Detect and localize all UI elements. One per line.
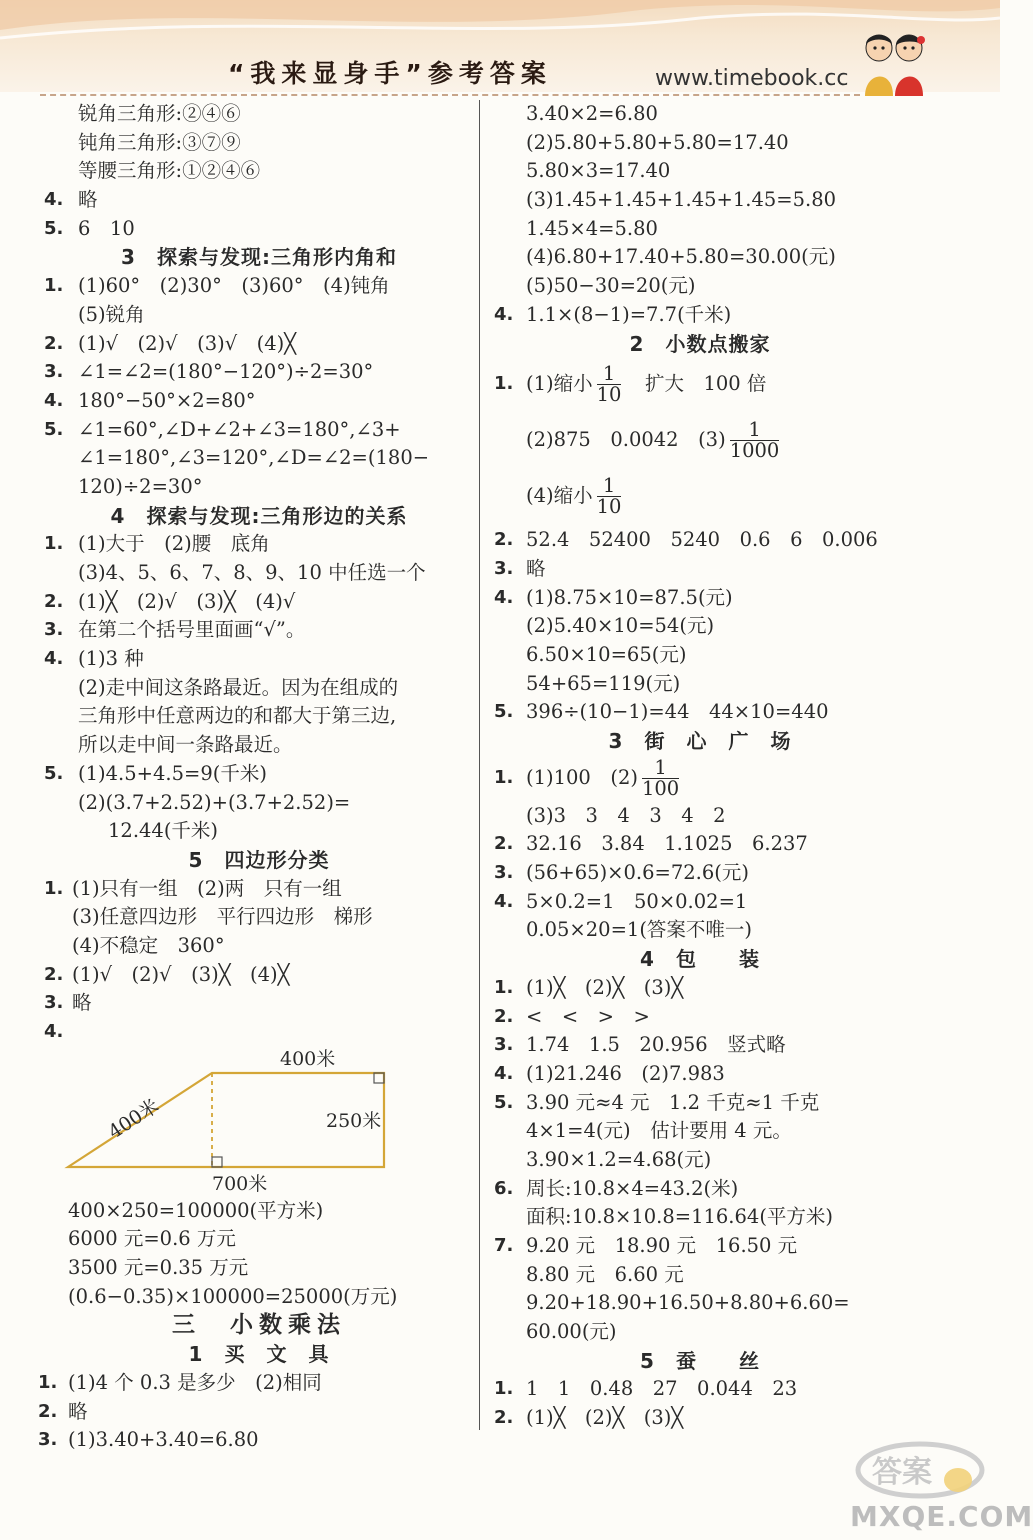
section-heading: 4 包 装 — [640, 947, 760, 972]
answer-line: 3.40×2=6.80 — [526, 102, 658, 125]
answer-line: 2. < < > > — [490, 1003, 910, 1032]
question-number: 3. — [44, 992, 64, 1014]
question-number: 3. — [44, 361, 64, 383]
fraction: $\frac{1}{10}$ — [596, 474, 622, 519]
answer-line: 面积:10.8×10.8=116.64(平方米) — [526, 1205, 834, 1229]
section-heading: 3 探索与发现:三角形内角和 — [121, 245, 397, 270]
answer-line: 3. (56+65)×0.6=72.6(元) — [490, 859, 910, 888]
answer-line: 2. 52.4 52400 5240 0.6 6 0.006 — [490, 526, 910, 555]
answer-line: (4)不稳定 360° — [72, 933, 225, 957]
answer-line: 1.45×4=5.80 — [526, 216, 658, 240]
answer-line: 6000 元=0.6 万元 — [68, 1227, 236, 1251]
answer-line: 所以走中间一条路最近。 — [78, 733, 293, 757]
question-number: 3. — [494, 1034, 514, 1056]
answer-line: 120)÷2=30° — [78, 474, 203, 498]
header-dashed-rule — [40, 94, 860, 96]
question-number: 5. — [44, 418, 64, 440]
question-number: 2. — [44, 590, 64, 612]
answer-line: 2. (1)╳ (2)√ (3)╳ (4)√ — [44, 588, 474, 617]
answer-line: 54+65=119(元) — [526, 671, 681, 695]
answer-line: 三角形中任意两边的和都大于第三边, — [78, 704, 397, 728]
answer-line: (3)4、5、6、7、8、9、10 中任选一个 — [78, 561, 426, 584]
answer-line: (0.6−0.35)×100000=25000(万元) — [68, 1284, 398, 1308]
answer-line: 2. (1)╳ (2)╳ (3)╳ — [490, 1404, 910, 1433]
answer-line: 3. ∠1=∠2=(180°−120°)÷2=30° — [44, 358, 474, 387]
answer-line: 1. (1)4 个 0.3 是多少 (2)相同 — [44, 1369, 474, 1398]
watermark-text: MXQE.COM — [850, 1500, 1033, 1533]
answer-line: (2)875 0.0042 (3) $\frac{1}{1000}$ — [526, 418, 780, 463]
section-heading: 1 买 文 具 — [188, 1342, 330, 1367]
question-number: 1. — [44, 275, 64, 297]
answer-line: 6.50×10=65(元) — [526, 642, 687, 666]
answer-line: 1. (1)缩小 $\frac{1}{10}$ 扩大 100 倍 — [494, 362, 767, 407]
question-number: 1. — [44, 533, 64, 555]
height-label: 250米 — [326, 1109, 382, 1132]
bottom-side-label: 700米 — [212, 1172, 268, 1195]
header-swoosh-decoration — [0, 0, 1000, 40]
answer-line: 1. (1)只有一组 (2)两 只有一组 — [44, 875, 474, 904]
question-number: 3. — [494, 557, 514, 579]
chapter-heading: 三 小数乘法 — [172, 1312, 346, 1339]
question-number: 7. — [494, 1235, 514, 1256]
answer-line: 1. (1)大于 (2)腰 底角 — [44, 530, 474, 559]
question-number: 4. — [494, 303, 514, 325]
question-number: 4. — [44, 1021, 64, 1042]
page-title: “我来显身手”参考答案 — [228, 59, 552, 88]
site-url: www.timebook.cc — [655, 66, 849, 91]
svg-text:答案: 答案 — [872, 1455, 932, 1490]
answer-line: 4. (1)8.75×10=87.5(元) — [490, 584, 910, 613]
question-number: 4. — [494, 1062, 514, 1084]
column-divider — [479, 100, 480, 1430]
answer-line: 400×250=100000(平方米) — [68, 1198, 324, 1222]
question-number: 5. — [494, 701, 514, 723]
answer-line: 3. 略 — [490, 555, 910, 584]
answer-line: 5. 6 10 — [44, 215, 474, 244]
answer-line: 12.44(千米) — [108, 819, 219, 843]
answer-line: (3)任意四边形 平行四边形 梯形 — [72, 905, 373, 929]
answer-line: 5. 3.90 元≈4 元 1.2 千克≈1 千克 — [490, 1089, 910, 1118]
fraction: $\frac{1}{100}$ — [641, 755, 680, 800]
question-number: 5. — [44, 762, 64, 784]
answer-line: 6. 周长:10.8×4=43.2(米) — [490, 1175, 910, 1204]
answer-line: (2)5.80+5.80+5.80=17.40 — [526, 130, 789, 154]
slant-side-label: 400米 — [104, 1094, 163, 1144]
question-number: 4. — [494, 890, 514, 912]
section-heading: 2 小数点搬家 — [629, 331, 771, 356]
question-number: 1. — [494, 1378, 514, 1400]
question-number: 2. — [44, 332, 64, 354]
answer-line: 2. (1)√ (2)√ (3)╳ (4)╳ — [44, 961, 474, 990]
top-side-label: 400米 — [280, 1047, 336, 1070]
answer-line: (2)走中间这条路最近。因为在组成的 — [78, 675, 399, 699]
answer-line: 3. 在第二个括号里面画“√”。 — [44, 616, 474, 645]
answer-line: 2. (1)√ (2)√ (3)√ (4)╳ — [44, 330, 474, 359]
question-number: 1. — [38, 1371, 58, 1393]
answer-line: 钝角三角形:③⑦⑨ — [78, 130, 241, 154]
question-number: 4. — [44, 648, 64, 670]
left-column — [38, 100, 474, 1455]
answer-line: 等腰三角形:①②④⑥ — [78, 159, 261, 183]
question-number: 2. — [494, 833, 514, 855]
answer-line: (2)(3.7+2.52)+(3.7+2.52)= — [78, 790, 351, 814]
answer-line: 4. 略 — [44, 186, 474, 215]
answer-line: 4. 1.1×(8−1)=7.7(千米) — [490, 301, 910, 330]
answer-line: 4×1=4(元) 估计要用 4 元。 — [526, 1119, 792, 1143]
section-heading: 3 街 心 广 场 — [608, 729, 792, 753]
question-number: 2. — [494, 1005, 514, 1027]
question-number: 2. — [38, 1400, 58, 1422]
question-number: 1. — [494, 373, 514, 395]
section-heading: 5 四边形分类 — [188, 847, 330, 872]
answer-line: 5. (1)4.5+4.5=9(千米) — [44, 760, 474, 789]
answer-line: 4. (1)3 种 — [44, 645, 474, 674]
answer-line — [44, 1018, 474, 1047]
children-mascot-icon — [855, 28, 933, 98]
answer-line: (3)1.45+1.45+1.45+1.45=5.80 — [526, 188, 837, 212]
question-number: 6. — [494, 1177, 514, 1199]
answer-line: 8.80 元 6.60 元 — [526, 1262, 684, 1286]
answer-line: (5)锐角 — [78, 302, 145, 326]
question-number: 3. — [44, 619, 64, 641]
question-number: 1. — [494, 976, 514, 998]
answer-line: 3. 略 — [44, 989, 474, 1018]
answer-line: 4. 5×0.2=1 50×0.02=1 — [490, 888, 910, 917]
fraction: $\frac{1}{1000}$ — [729, 418, 780, 463]
answer-line: 9.20+18.90+16.50+8.80+6.60= — [526, 1291, 850, 1315]
answer-line: 5.80×3=17.40 — [526, 159, 671, 183]
answer-line: 3. 1.74 1.5 20.956 竖式略 — [490, 1031, 910, 1060]
question-number: 4. — [494, 586, 514, 608]
answer-line: 1. (1)60° (2)30° (3)60° (4)钝角 — [44, 272, 474, 301]
answer-line: (3)3 3 4 3 4 2 — [526, 803, 726, 827]
trapezoid-figure — [44, 1047, 474, 1197]
answer-line: 0.05×20=1(答案不唯一) — [526, 918, 753, 942]
question-number: 5. — [44, 217, 64, 239]
answer-line: (4)6.80+17.40+5.80=30.00(元) — [526, 245, 836, 269]
question-number: 5. — [494, 1091, 514, 1113]
answer-line: (4)缩小 $\frac{1}{10}$ — [526, 474, 622, 519]
answer-line: (5)50−30=20(元) — [526, 274, 696, 298]
answer-line: ∠1=180°,∠3=120°,∠D=∠2=(180− — [78, 446, 430, 470]
page-header — [0, 0, 1000, 92]
answer-line: 5. 396÷(10−1)=44 44×10=440 — [490, 698, 910, 727]
answer-line: 3.90×1.2=4.68(元) — [526, 1147, 712, 1171]
answer-line: 3. (1)3.40+3.40=6.80 — [44, 1426, 474, 1455]
answer-line: (2)5.40×10=54(元) — [526, 614, 715, 638]
answer-line: 5. ∠1=60°,∠D+∠2+∠3=180°,∠3+ — [44, 416, 474, 445]
section-heading: 5 蚕 丝 — [640, 1348, 760, 1373]
answer-line: 2. 略 — [44, 1398, 474, 1427]
answer-line: 锐角三角形:②④⑥ — [78, 102, 241, 125]
section-heading: 4 探索与发现:三角形边的关系 — [110, 503, 408, 528]
question-number: 1. — [494, 766, 514, 788]
answer-line: 3500 元=0.35 万元 — [68, 1256, 249, 1280]
question-number: 2. — [44, 963, 64, 985]
answer-line: 1. (1)100 (2) $\frac{1}{100}$ — [494, 755, 680, 800]
question-number: 3. — [38, 1429, 58, 1451]
answer-line: 4. (1)21.246 (2)7.983 — [490, 1060, 910, 1089]
answer-line: 4. 180°−50°×2=80° — [44, 387, 474, 416]
question-number: 4. — [44, 389, 64, 411]
answer-line: 2. 32.16 3.84 1.1025 6.237 — [490, 830, 910, 859]
trapezoid-diagram — [44, 1047, 474, 1197]
answer-line: 1. 1 1 0.48 27 0.044 23 — [490, 1375, 910, 1404]
answer-line: 7. 9.20 元 18.90 元 16.50 元 — [490, 1232, 910, 1261]
question-number: 4. — [44, 189, 64, 211]
question-number: 3. — [494, 862, 514, 884]
right-column — [490, 100, 910, 1433]
question-number: 2. — [494, 529, 514, 551]
answer-line: 1. (1)╳ (2)╳ (3)╳ — [490, 974, 910, 1003]
answer-line: 60.00(元) — [526, 1320, 617, 1344]
fraction: $\frac{1}{10}$ — [596, 362, 622, 407]
question-number: 1. — [44, 877, 64, 899]
question-number: 2. — [494, 1407, 514, 1429]
